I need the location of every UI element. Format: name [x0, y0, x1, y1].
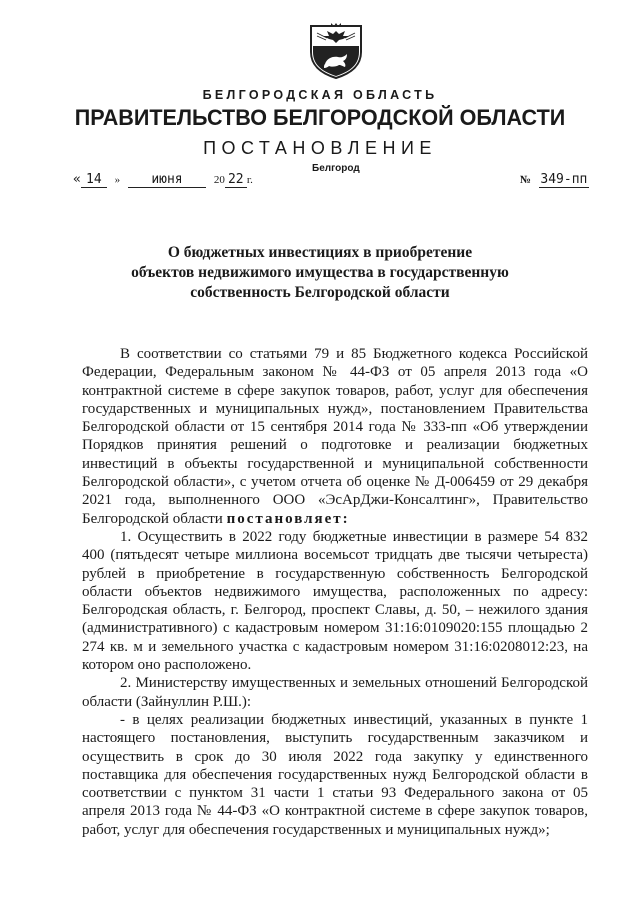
number-prefix: №	[520, 174, 532, 186]
item-2-paragraph: 2. Министерству имущественных и земельных отношений Белгородской области (Зайнуллин Р.Ш.):	[82, 675, 588, 710]
region-name: БЕЛГОРОДСКАЯ ОБЛАСТЬ	[202, 88, 438, 102]
government-name: ПРАВИТЕЛЬСТВО БЕЛГОРОДСКОЙ ОБЛАСТИ	[74, 105, 566, 130]
date-day: 14	[81, 172, 107, 188]
document-number	[520, 172, 589, 188]
item-1-paragraph: 1. Осуществить в 2022 году бюджетные инвестиции в размере 54 832 400 (пятьдесят четыре миллиона восемьсот тридцать две тысячи четыреста) рублей в приобретение в государственную собственность Белгородской области объектов недвижимого имущества, расположенных по адресу: Белгородская область, г. Белгород, проспект Славы, д. 50, – нежилого здания (административного) с кадастровым номером 31:16:0109020:155 площадью 2 274 кв. м и земельного участка с кадастровым номером 31:16:0208012:23, на котором оно расположено.	[82, 528, 588, 674]
document-date	[73, 172, 253, 188]
item-2-1-paragraph: - в целях реализации бюджетных инвестиций, указанных в пункте 1 настоящего постановления, выступить государственным заказчиком и осуществить в срок до 30 июля 2022 года закупку у единственного поставщика для обеспечения государственных нужд Белгородской области в соответствии с пунктом 31 части 1 статьи 93 Федерального закона от 05 апреля 2013 года № 44-ФЗ «О контрактной системе в сфере закупок товаров, работ, услуг для обеспечения государственных и муниципальных нужд»;	[82, 711, 588, 838]
document-body	[82, 345, 588, 839]
date-year-suffix: г.	[246, 174, 253, 186]
date-year: 22	[225, 172, 247, 188]
document-title	[90, 243, 550, 303]
title-line-3: собственность Белгородской области	[190, 284, 450, 301]
preamble-paragraph	[82, 345, 588, 528]
document-type: ПОСТАНОВЛЕНИЕ	[203, 138, 437, 158]
number-value: 349-пп	[540, 172, 588, 187]
date-month: июня	[128, 172, 206, 188]
preamble-text: В соответствии со статьями 79 и 85 Бюджетного кодекса Российской Федерации, Федеральным законом № 44-ФЗ от 05 апреля 2013 года «О контрактной системе в сфере закупок товаров, работ, услуг для обеспечения государственных и муниципальных нужд», постановлением Правительства Белгородской области от 15 сентября 2014 года № 333-пп «Об утверждении Порядков принятия решений о подготовке и реализации бюджетных инвестиций в объекты государственной и муниципальной собственности Белгородской области», с учетом отчета об оценке № Д-006459 от 29 декабря 2021 года, выполненного ООО «ЭсАрДжи-Консалтинг», Правительство Белгородской области	[82, 346, 588, 527]
coat-of-arms-icon	[305, 22, 367, 80]
city-name: Белгород	[312, 163, 360, 174]
date-open-quote: «	[73, 172, 81, 187]
resolves-word: постановляет:	[226, 510, 350, 527]
date-century: 20	[213, 174, 225, 186]
title-line-2: объектов недвижимого имущества в государственную	[131, 264, 509, 281]
date-close-quote: »	[114, 174, 121, 186]
title-line-1: О бюджетных инвестициях в приобретение	[167, 244, 473, 261]
